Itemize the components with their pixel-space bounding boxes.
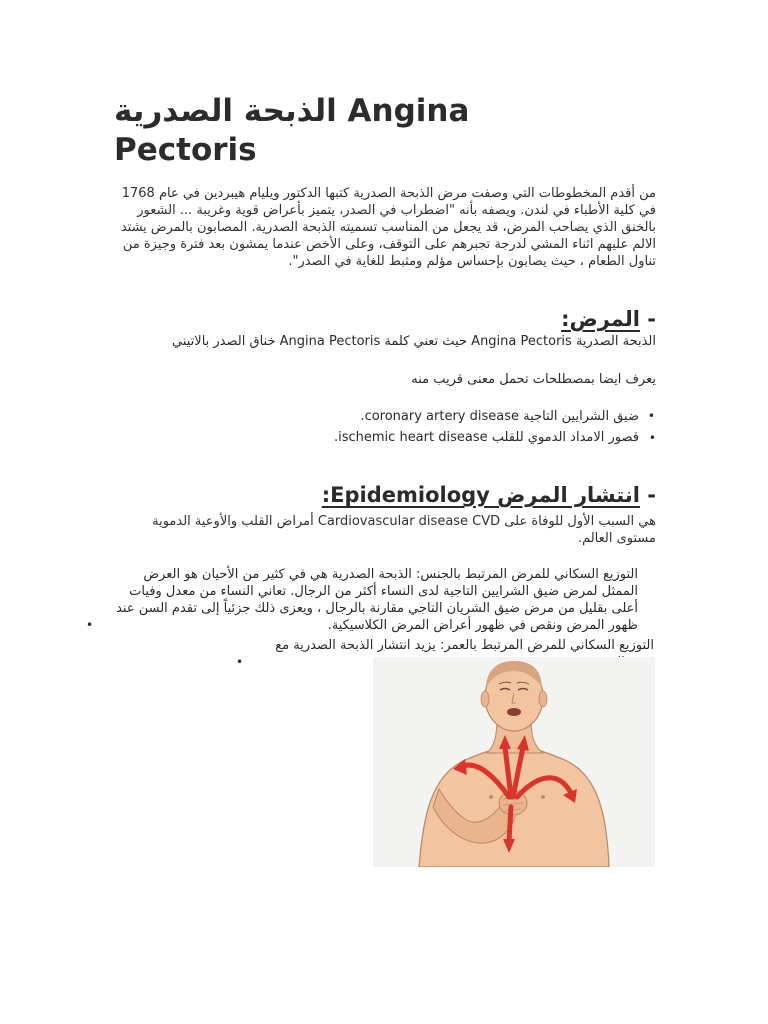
age-distribution-text: التوزيع السكاني للمرض المرتبط بالعمر: يزيد انتشار الذبحة الصدرية مع <box>275 638 654 653</box>
bullet-icon: • <box>647 409 655 423</box>
angina-illustration <box>373 657 655 867</box>
list-item <box>279 408 655 425</box>
disease-definition: الذبحة الصدرية Angina Pectoris حيث تعني كلمة Angina Pectoris خناق الصدر بالاتيني <box>171 334 656 349</box>
disease-heading-text: المرض: <box>561 307 640 331</box>
bullet-icon: • <box>648 431 656 445</box>
term-coronary: ضيق الشرايين التاجية coronary artery disease. <box>360 409 639 424</box>
chest-pain-figure <box>373 657 655 867</box>
epidemiology-heading <box>322 482 656 508</box>
bullet-icon: • <box>86 618 94 632</box>
term-ischemic: قصور الامداد الدموي للقلب ischemic heart disease. <box>333 430 639 445</box>
disease-heading <box>561 306 656 332</box>
intro-paragraph: من أقدم المخطوطات التي وصفت مرض الذبحة الصدرية كتبها الدكتور ويليام هيبردين في عام 1768 في كلية الأطباء في لندن. ويصفه بأنه "اضطراب في الصدر، يتميز بأعراض قوية وغريبة ... الشعور بالخنق الذي يصاحب المرض، قد يجعل من المناسب تسميته الذبحة الصدرية. المصابون بالمرض يشتد الالم عليهم اثناء المشي لدرجة تجبرهم على التوقف، وعلى الأخص عندما يمشون بعد فترة وجيزة من تناول الطعام ، حيث يصابون بإحساس مؤلم ومثبط للغاية في الصدر". <box>120 186 656 269</box>
also-known-text: يعرف ايضا بمصطلحات تحمل معنى قريب منه <box>411 372 656 387</box>
heading-dash: - <box>639 483 656 507</box>
gender-distribution-text: التوزيع السكاني للمرض المرتبط بالجنس: الذبحة الصدرية هي في كثير من الأحيان هو العرض الممثل لمرض ضيق الشرايين التاجية لدى النساء أكثر من الرجال. تعاني النساء من معدل وفيات أعلى بقليل من مرض ضيق الشريان التاجي مقارنة بالرجال ، ويعزى ذلك جزئياً إلى تقدم السن عند ظهور المرض ونقص في ظهور أعراض المرض الكلاسيكية. <box>116 567 638 633</box>
heading-dash: - <box>639 307 656 331</box>
epidemiology-intro: هي السبب الأول للوفاة على Cardiovascular disease CVD أمراض القلب والأوعية الدموية مستوى العالم. <box>152 514 656 546</box>
bullet-icon: • <box>236 655 244 669</box>
mouth-shape <box>507 708 521 716</box>
epidemiology-heading-text: انتشار المرض Epidemiology: <box>321 483 640 507</box>
list-item <box>279 429 656 446</box>
page-title: الذبحة الصدرية Angina Pectoris <box>114 93 470 168</box>
list-item <box>86 566 638 634</box>
